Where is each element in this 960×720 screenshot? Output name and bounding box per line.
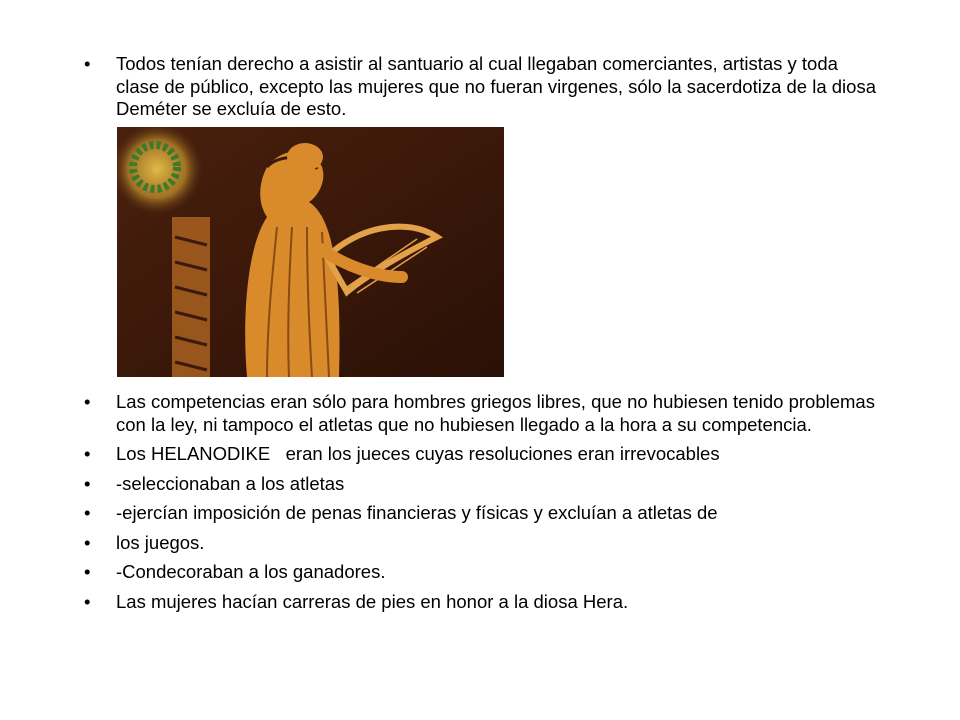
- bullet-text: -Condecoraban a los ganadores.: [116, 561, 386, 582]
- bullet-list-bottom: [84, 391, 884, 620]
- bullet-item: [84, 391, 884, 436]
- bullet-dot: •: [84, 443, 91, 464]
- bullet-text: Todos tenían derecho a asistir al santuario al cual llegaban comerciantes, artistas y toda clase de público, excepto las mujeres que no fueran virgenes, sólo la sacerdotiza de la diosa Deméter se excluía de esto.: [116, 53, 876, 119]
- bullet-text: los juegos.: [116, 531, 205, 553]
- bullet-dot: •: [84, 472, 91, 494]
- bullet-dot: •: [84, 502, 91, 523]
- bullet-item: [84, 443, 884, 466]
- bullet-text: Las mujeres hacían carreras de pies en honor a la diosa Hera.: [116, 590, 629, 612]
- bullet-item: [84, 502, 884, 525]
- bullet-dot: •: [84, 531, 91, 553]
- greek-vase-image: [117, 127, 504, 377]
- bullet-item: [84, 591, 884, 614]
- bullet-item: [84, 532, 884, 555]
- bullet-list-top: [84, 53, 884, 128]
- vase-painting-illustration: [117, 127, 504, 377]
- bullet-dot: •: [84, 391, 91, 412]
- bullet-text: Los HELANODIKE eran los jueces cuyas resoluciones eran irrevocables: [116, 443, 720, 464]
- bullet-dot: •: [84, 53, 91, 74]
- bullet-text: Las competencias eran sólo para hombres griegos libres, que no hubiesen tenido problemas con la ley, ni tampoco el atletas que no hubiesen llegado a la hora a su competencia.: [116, 391, 875, 435]
- bullet-text: -ejercían imposición de penas financieras y físicas y excluían a atletas de: [116, 502, 718, 523]
- bullet-item: [84, 561, 884, 584]
- bullet-item: [84, 473, 884, 496]
- bullet-item: [84, 53, 884, 121]
- bullet-text: -seleccionaban a los atletas: [116, 472, 345, 494]
- bullet-dot: •: [84, 561, 91, 582]
- bullet-dot: •: [84, 590, 91, 612]
